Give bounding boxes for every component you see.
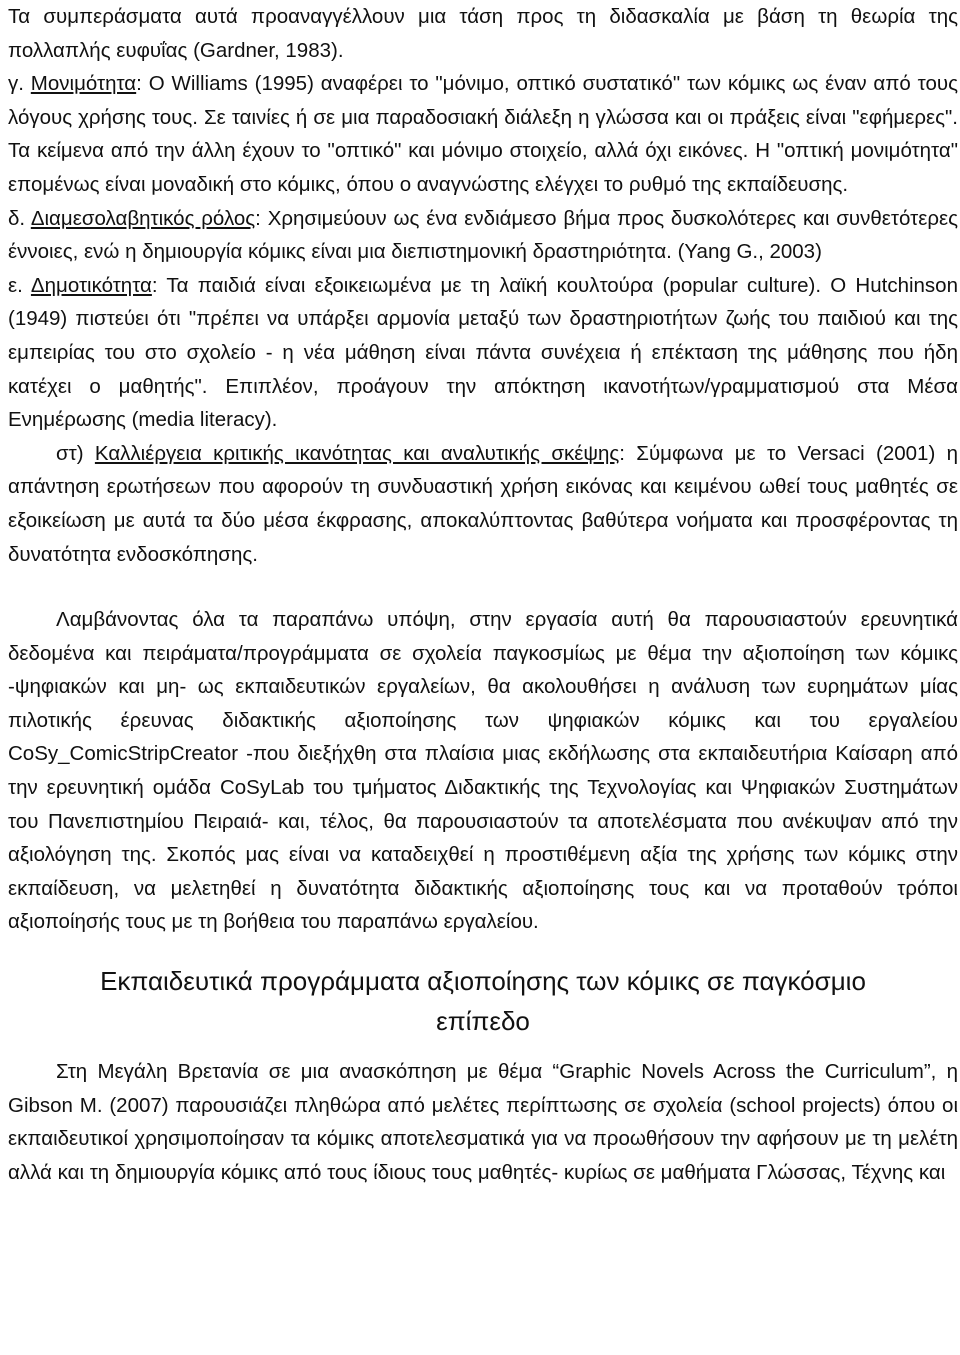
section-heading: Εκπαιδευτικά προγράμματα αξιοποίησης των κόμικς σε παγκόσμιο επίπεδο	[100, 966, 866, 1037]
term-mediating-role: Διαμεσολαβητικός ρόλος	[30, 206, 256, 230]
critical-thinking-text: : Σύμφωνα με το Versaci (2001) η απάντηση ερωτήσεων που αφορούν τη συνδυαστική χρήση εικόνας και κειμένου ωθεί τους μαθητές σε εξοικείωση με αυτά τα δύο μέσα έκφρασης, αποκαλύπτοντας βαθύτερα νοήματα και προσφέροντας τη δυνατότητα ενδοσκόπησης.	[8, 441, 958, 566]
document-page	[8, 0, 958, 1189]
term-permanence: Μονιμότητα	[30, 72, 137, 96]
paragraph-popularity	[8, 269, 958, 437]
paragraph-permanence	[8, 67, 958, 201]
term-critical-thinking: Καλλιέργεια κριτικής ικανότητας και αναλυτικής σκέψης	[94, 441, 620, 465]
paragraph-uk-graphic-novels: Στη Μεγάλη Βρετανία σε μια ανασκόπηση με θέμα “Graphic Novels Across the Curriculum”, η Gibson M. (2007) παρουσιάζει πληθώρα από μελέτες περίπτωσης σε σχολεία (school projects) όπου οι εκπαιδευτικοί χρησιμοποίησαν τα κόμικς αποτελεσματικά για να προωθήσουν την αφήσουν με τη μελέτη αλλά και τη δημιουργία κόμικς από τους ίδιους τους μαθητές- κυρίως σε μαθήματα Γλώσσας, Τέχνης και	[8, 1060, 958, 1184]
paragraph-study-aims: Λαμβάνοντας όλα τα παραπάνω υπόψη, στην εργασία αυτή θα παρουσιαστούν ερευνητικά δεδομένα και πειράματα/προγράμματα σε σχολεία παγκοσμίως με θέμα την αξιοποίηση των κόμικς -ψηφιακών και μη- ως εκπαιδευτικών εργαλείων, θα ακολουθήσει η ανάλυση των ευρημάτων μίας πιλοτικής έρευνας διδακτικής αξιοποίησης των ψηφιακών κόμικς και του εργαλείου CoSy_ComicStripCreator -που διεξήχθη στα πλαίσια μιας εκδήλωσης στα εκπαιδευτήρια Καίσαρη από την ερευνητική ομάδα CoSyLab του τμήματος Διδακτικής της Τεχνολογίας και Ψηφιακών Συστημάτων του Πανεπιστημίου Πειραιά- και, τέλος, θα παρουσιαστούν τα αποτελέσματα που ανέκυψαν από την αξιολόγηση της. Σκοπός μας είναι να καταδειχθεί η προστιθέμενη αξία της χρήσης των κόμικς στην εκπαίδευση, να μελετηθεί η δυνατότητα διδακτικής αξιοποίησης τους και να προταθούν τρόποι αξιοποίησής τους με τη βοήθεια του παραπάνω εργαλείου.	[8, 608, 958, 934]
paragraph-critical-thinking	[8, 437, 958, 571]
paragraph-intro-conclusion: Τα συμπεράσματα αυτά προαναγγέλλουν μια τάση προς τη διδασκαλία με βάση τη θεωρία της πολλαπλής ευφυΐας (Gardner, 1983).	[8, 5, 958, 62]
mediating-role-text: : Χρησιμεύουν ως ένα ενδιάμεσο βήμα προς δυσκολότερες και συνθετότερες έννοιες, ενώ η δημιουργία κόμικς είναι μια διεπιστημονική δραστηριότητα. (Yang G., 2003)	[8, 206, 959, 264]
paragraph-mediating-role	[8, 202, 958, 269]
term-popularity: Δημοτικότητα	[30, 273, 152, 297]
permanence-text: : Ο Williams (1995) αναφέρει το "μόνιμο, οπτικό συστατικό" των κόμικς ως έναν από τους λόγους χρήσης τους. Σε ταινίες ή σε μια παραδοσιακή διάλεξη η γλώσσα και οι πράξεις είναι "εφήμερες". Τα κείμενα από την άλλη έχουν το "οπτικό" και μόνιμο στοιχείο, αλλά όχι εικόνες. Η "οπτική μονιμότητα" επομένως είναι μοναδική στο κόμικς, όπου ο αναγνώστης ελέγχει το ρυθμό της εκπαίδευσης.	[8, 72, 958, 196]
list-marker-gamma: γ.	[8, 72, 31, 96]
popularity-text: : Τα παιδιά είναι εξοικειωμένα με τη λαϊκή κουλτούρα (popular culture). Ο Hutchinson (1949) πιστεύει ότι "πρέπει να υπάρξει αρμονία μεταξύ των δραστηριοτήτων ζωής του παιδιού και της εμπειρίας του στο σχολείο - η νέα μάθηση είναι πάντα συνέχεια ή επέκταση της μάθησης που ήδη κατέχει ο μαθητής". Επιπλέον, προάγουν την απόκτηση ικανοτήτων/γραμματισμού στα Μέσα Ενημέρωσης (media literacy).	[8, 273, 958, 432]
list-marker-st: στ)	[56, 441, 95, 465]
list-marker-delta: δ.	[8, 206, 31, 230]
list-marker-epsilon: ε.	[8, 273, 31, 297]
